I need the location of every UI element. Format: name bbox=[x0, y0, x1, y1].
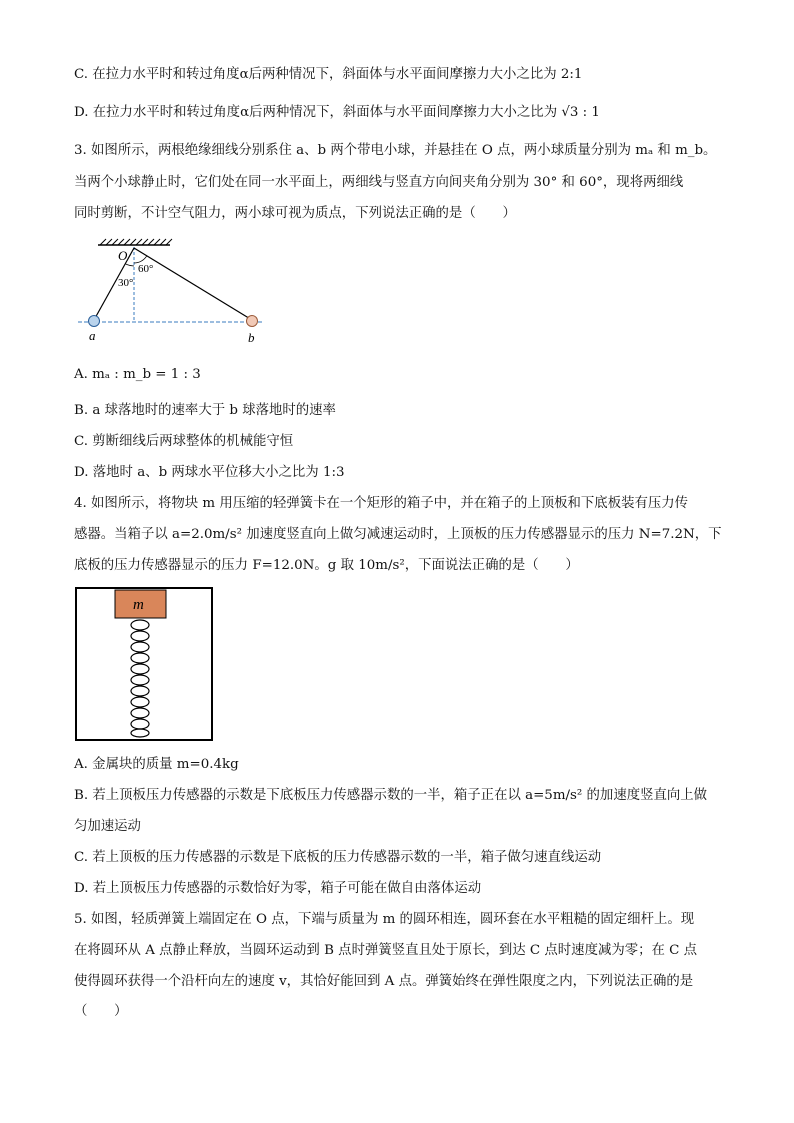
q4-option-a: A. 金属块的质量 m=0.4kg bbox=[74, 757, 239, 772]
question-4-line2: 感器。当箱子以 a=2.0m/s² 加速度竖直向上做匀减速运动时，上顶板的压力传感器显示的压力 N=7.2N，下 bbox=[74, 527, 722, 542]
label-60: 60° bbox=[138, 263, 154, 275]
q3-option-b: B. a 球落地时的速率大于 b 球落地时的速率 bbox=[74, 403, 336, 418]
label-a: a bbox=[89, 328, 96, 343]
q4-option-b-line1: B. 若上顶板压力传感器的示数是下底板压力传感器示数的一半，箱子正在以 a=5m/s² 的加速度竖直向上做 bbox=[74, 788, 708, 803]
q3-option-c: C. 剪断细线后两球整体的机械能守恒 bbox=[74, 434, 294, 449]
q4-option-b-line2: 匀加速运动 bbox=[74, 819, 141, 834]
label-o: O bbox=[118, 248, 128, 263]
figure-box-spring bbox=[74, 586, 216, 744]
question-4-line3: 底板的压力传感器显示的压力 F=12.0N。g 取 10m/s²，下面说法正确的是（ ） bbox=[74, 558, 579, 573]
label-30: 30° bbox=[118, 277, 134, 289]
question-3-line2: 当两个小球静止时，它们处在同一水平面上，两细线与竖直方向间夹角分别为 30° 和 60°，现将两细线 bbox=[74, 175, 684, 190]
question-5-line4: （ ） bbox=[74, 1004, 128, 1019]
q3-option-a: A. mₐ : m_b = 1 : 3 bbox=[74, 367, 201, 382]
option-d-q2: D. 在拉力水平时和转过角度α后两种情况下，斜面体与水平面间摩擦力大小之比为 √3 : 1 bbox=[74, 105, 600, 120]
figure-hanging-balls bbox=[72, 236, 272, 348]
q3-option-d: D. 落地时 a、b 两球水平位移大小之比为 1:3 bbox=[74, 465, 345, 480]
option-c-q2: C. 在拉力水平时和转过角度α后两种情况下，斜面体与水平面间摩擦力大小之比为 2:1 bbox=[74, 67, 583, 82]
question-3-line3: 同时剪断，不计空气阻力，两小球可视为质点，下列说法正确的是（ ） bbox=[74, 206, 516, 221]
question-5-line1: 5. 如图，轻质弹簧上端固定在 O 点，下端与质量为 m 的圆环相连，圆环套在水平粗糙的固定细杆上。现 bbox=[74, 912, 695, 927]
q4-option-c: C. 若上顶板的压力传感器的示数是下底板的压力传感器示数的一半，箱子做匀速直线运动 bbox=[74, 850, 602, 865]
question-3-line1: 3. 如图所示，两根绝缘细线分别系住 a、b 两个带电小球，并悬挂在 O 点，两小球质量分别为 mₐ 和 m_b。 bbox=[74, 143, 717, 158]
label-b: b bbox=[248, 330, 255, 345]
q4-option-d: D. 若上顶板压力传感器的示数恰好为零，箱子可能在做自由落体运动 bbox=[74, 881, 482, 896]
question-5-line2: 在将圆环从 A 点静止释放，当圆环运动到 B 点时弹簧竖直且处于原长，到达 C 点时速度减为零；在 C 点 bbox=[74, 943, 698, 958]
block-label-m: m bbox=[133, 597, 144, 613]
question-4-line1: 4. 如图所示，将物块 m 用压缩的轻弹簧卡在一个矩形的箱子中，并在箱子的上顶板和下底板装有压力传 bbox=[74, 496, 689, 511]
question-5-line3: 使得圆环获得一个沿杆向左的速度 v，其恰好能回到 A 点。弹簧始终在弹性限度之内，下列说法正确的是 bbox=[74, 974, 694, 989]
